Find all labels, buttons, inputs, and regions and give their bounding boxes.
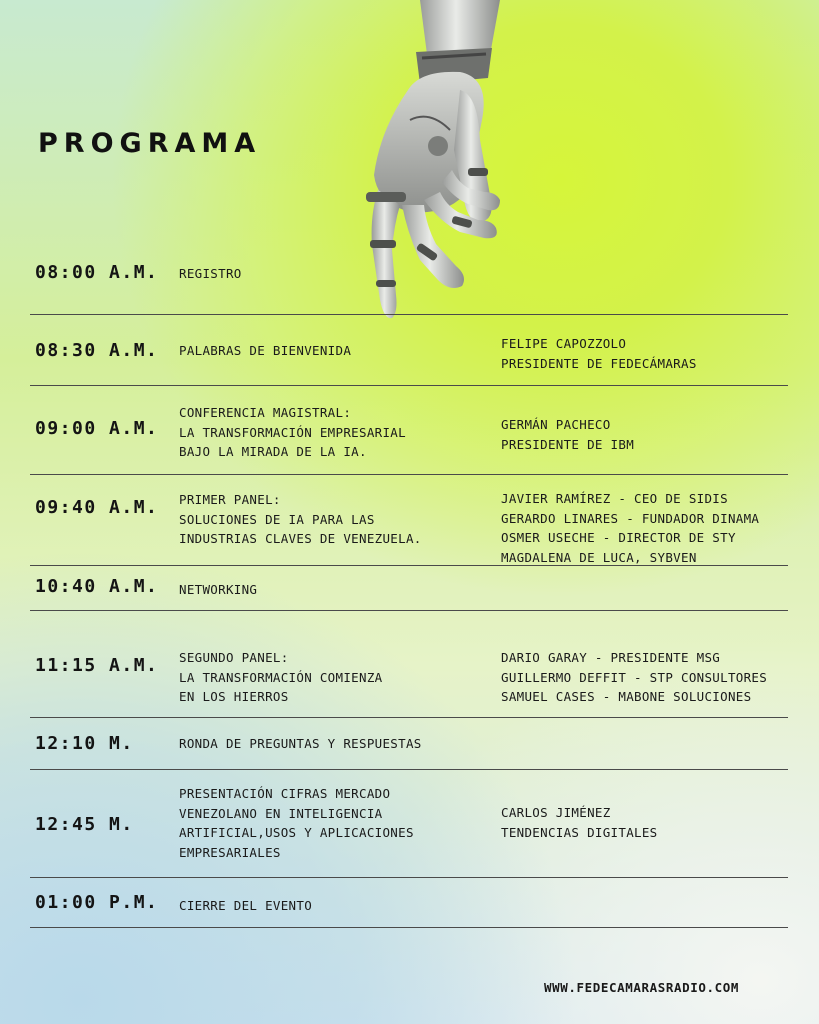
description-line: SOLUCIONES DE IA PARA LAS <box>179 511 375 527</box>
row-divider <box>30 877 788 878</box>
description-line: REGISTRO <box>179 266 242 281</box>
speaker-line: GUILLERMO DEFFIT - STP CONSULTORES <box>501 669 768 685</box>
description-line: EMPRESARIALES <box>179 844 281 860</box>
row-divider <box>30 927 788 928</box>
speaker-line: GERARDO LINARES - FUNDADOR DINAMA <box>501 510 760 526</box>
schedule-time: 08:00 A.M. <box>35 262 159 283</box>
description-line: ARTIFICIAL,USOS Y APLICACIONES <box>179 825 414 840</box>
schedule-speaker <box>501 489 759 567</box>
schedule-time: 12:10 M. <box>35 733 134 754</box>
schedule-time: 12:45 M. <box>35 814 134 835</box>
description-line: LA TRANSFORMACIÓN COMIENZA <box>179 669 383 685</box>
speaker-line: SAMUEL CASES - MABONE SOLUCIONES <box>501 689 752 704</box>
description-line: EN LOS HIERROS <box>179 689 289 704</box>
speaker-line: TENDENCIAS DIGITALES <box>501 824 658 840</box>
speaker-line: OSMER USECHE - DIRECTOR DE STY <box>501 530 736 545</box>
schedule-time: 09:00 A.M. <box>35 418 159 439</box>
speaker-line: PRESIDENTE DE FEDECÁMARAS <box>501 355 697 371</box>
speaker-line: CARLOS JIMÉNEZ <box>501 805 611 820</box>
schedule-description <box>179 896 312 916</box>
description-line: INDUSTRIAS CLAVES DE VENEZUELA. <box>179 531 422 546</box>
speaker-line: JAVIER RAMÍREZ - CEO DE SIDIS <box>501 491 728 506</box>
schedule-description <box>179 648 382 707</box>
schedule-time: 01:00 P.M. <box>35 892 159 913</box>
speaker-line: DARIO GARAY - PRESIDENTE MSG <box>501 650 721 665</box>
speaker-line: MAGDALENA DE LUCA, SYBVEN <box>501 549 697 565</box>
row-divider <box>30 385 788 386</box>
schedule-speaker <box>501 334 697 373</box>
description-line: LA TRANSFORMACIÓN EMPRESARIAL <box>179 424 406 440</box>
row-divider <box>30 314 788 315</box>
description-line: PRIMER PANEL: <box>179 492 281 507</box>
schedule-description <box>179 490 422 549</box>
schedule-description <box>179 403 406 462</box>
page-title: PROGRAMA <box>38 128 262 159</box>
speaker-line: PRESIDENTE DE IBM <box>501 436 635 452</box>
schedule-time: 08:30 A.M. <box>35 340 159 361</box>
schedule-description <box>179 264 242 284</box>
description-line: BAJO LA MIRADA DE LA IA. <box>179 444 367 459</box>
schedule-time: 10:40 A.M. <box>35 576 159 597</box>
description-line: CIERRE DEL EVENTO <box>179 898 313 913</box>
schedule-speaker <box>501 803 658 842</box>
description-line: PRESENTACIÓN CIFRAS MERCADO <box>179 786 391 801</box>
description-line: CONFERENCIA MAGISTRAL: <box>179 405 352 420</box>
description-line: PALABRAS DE BIENVENIDA <box>179 343 352 358</box>
description-line: NETWORKING <box>179 582 258 597</box>
speaker-line: FELIPE CAPOZZOLO <box>501 336 627 351</box>
schedule-time: 09:40 A.M. <box>35 497 159 518</box>
speaker-line: GERMÁN PACHECO <box>501 417 611 432</box>
description-line: SEGUNDO PANEL: <box>179 650 289 665</box>
schedule-speaker <box>501 648 767 707</box>
row-divider <box>30 610 788 611</box>
schedule-description <box>179 784 414 862</box>
schedule-speaker <box>501 415 634 454</box>
schedule-time: 11:15 A.M. <box>35 655 159 676</box>
website-url: WWW.FEDECAMARASRADIO.COM <box>544 980 740 995</box>
row-divider <box>30 769 788 770</box>
row-divider <box>30 565 788 566</box>
schedule-description <box>179 734 422 754</box>
schedule-description <box>179 580 257 600</box>
row-divider <box>30 474 788 475</box>
description-line: VENEZOLANO EN INTELIGENCIA <box>179 805 383 821</box>
row-divider <box>30 717 788 718</box>
description-line: RONDA DE PREGUNTAS Y RESPUESTAS <box>179 736 422 751</box>
schedule-description <box>179 341 351 361</box>
